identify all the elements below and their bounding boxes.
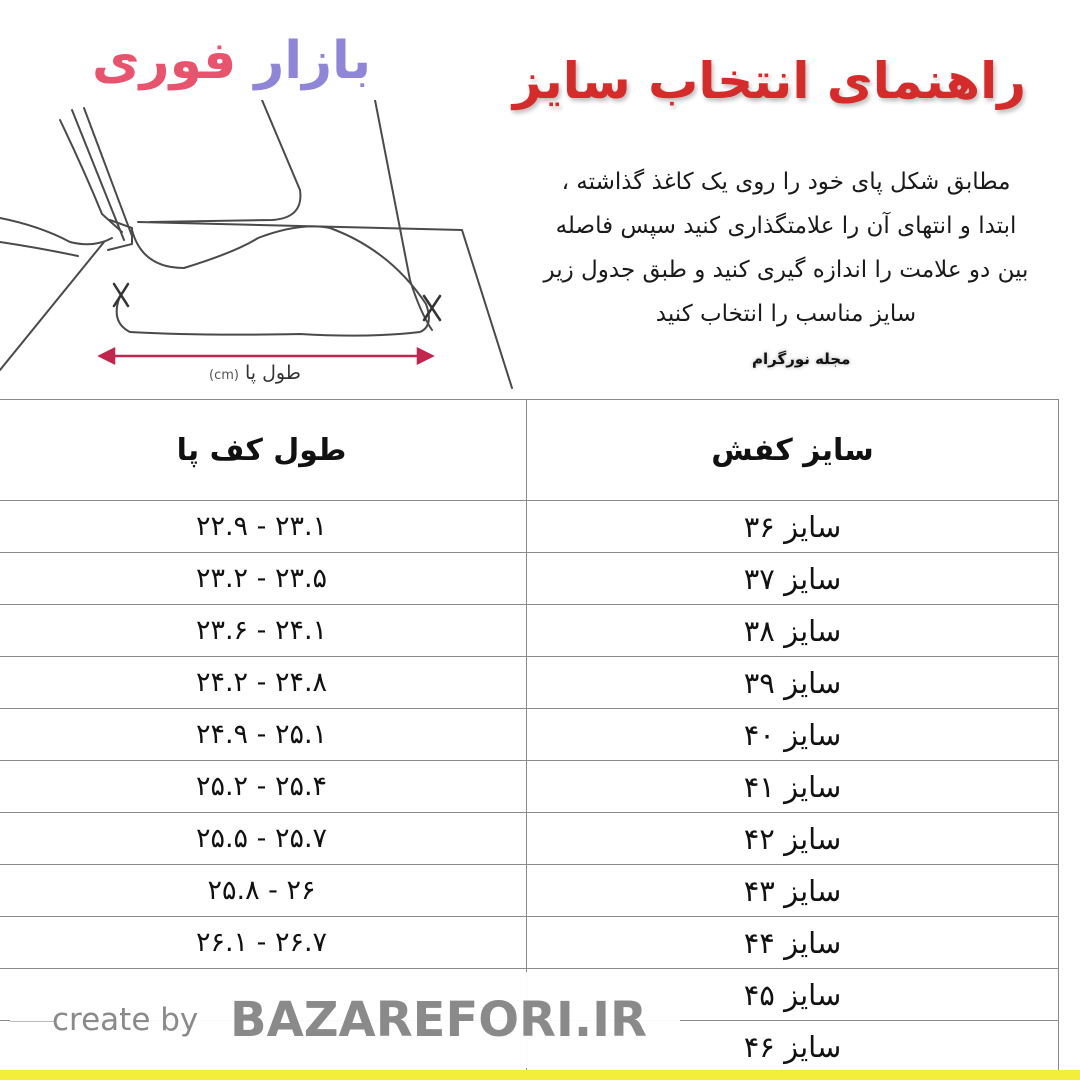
- foot-length-cell: ۲۵.۸ - ۲۶: [0, 865, 527, 917]
- table-header-row: [0, 400, 1059, 501]
- foot-length-cell: ۲۴.۲ - ۲۴.۸: [0, 657, 527, 709]
- brand-logo: [92, 26, 371, 96]
- shoe-size-cell: سایز ۴۵: [527, 969, 1059, 1021]
- bottom-color-band: [0, 1070, 1080, 1080]
- table-row: [0, 553, 1059, 605]
- shoe-size-cell: سایز ۳۶: [527, 501, 1059, 553]
- source-credit: مجله نورگرام: [752, 350, 851, 368]
- shoe-size-cell: سایز ۳۹: [527, 657, 1059, 709]
- shoe-size-cell: سایز ۴۰: [527, 709, 1059, 761]
- measure-arrow: [100, 349, 432, 363]
- foot-length-cell: ۲۳.۶ - ۲۴.۱: [0, 605, 527, 657]
- table-row: [0, 605, 1059, 657]
- header-foot-length: طول کف پا: [0, 400, 527, 501]
- table-row: [0, 501, 1059, 553]
- watermark-banner: [10, 972, 680, 1068]
- shoe-size-cell: سایز ۳۸: [527, 605, 1059, 657]
- table-row: [0, 917, 1059, 969]
- foot-length-cell: ۲۵.۵ - ۲۵.۷: [0, 813, 527, 865]
- instruction-line: سایز مناسب را انتخاب کنید: [655, 301, 917, 327]
- header-shoe-size: سایز کفش: [527, 400, 1059, 501]
- watermark-rule: [10, 1021, 54, 1022]
- foot-length-cell: ۲۶.۱ - ۲۶.۷: [0, 917, 527, 969]
- shoe-size-cell: سایز ۴۳: [527, 865, 1059, 917]
- instructions-text: [526, 160, 1046, 336]
- watermark-prefix: create by: [52, 1002, 199, 1038]
- table-row: [0, 761, 1059, 813]
- foot-length-text: طول پا: [245, 362, 301, 384]
- shoe-size-cell: سایز ۴۴: [527, 917, 1059, 969]
- foot-length-cell: ۲۲.۹ - ۲۳.۱: [0, 501, 527, 553]
- logo-word-bazar: بازار: [254, 31, 372, 91]
- foot-length-cell: ۲۳.۲ - ۲۳.۵: [0, 553, 527, 605]
- shoe-size-cell: سایز ۴۶: [527, 1021, 1059, 1073]
- foot-length-label: [205, 362, 301, 384]
- instruction-line: مطابق شکل پای خود را روی یک کاغذ گذاشته ،: [561, 169, 1011, 195]
- shoe-size-cell: سایز ۴۲: [527, 813, 1059, 865]
- table-row: [0, 709, 1059, 761]
- table-row: [0, 865, 1059, 917]
- logo-word-fori: فوری: [92, 31, 237, 91]
- table-row: [0, 657, 1059, 709]
- instruction-line: ابتدا و انتهای آن را علامتگذاری کنید سپس فاصله: [555, 213, 1017, 239]
- foot-length-unit: (cm): [209, 368, 239, 383]
- foot-length-cell: ۲۴.۹ - ۲۵.۱: [0, 709, 527, 761]
- shoe-size-cell: سایز ۴۱: [527, 761, 1059, 813]
- page-title: راهنمای انتخاب سایز: [512, 52, 1026, 110]
- foot-length-cell: ۲۵.۲ - ۲۵.۴: [0, 761, 527, 813]
- watermark-brand: BAZAREFORI.IR: [230, 992, 647, 1048]
- shoe-size-cell: سایز ۳۷: [527, 553, 1059, 605]
- table-row: [0, 813, 1059, 865]
- instruction-line: بین دو علامت را اندازه گیری کنید و طبق جدول زیر: [543, 257, 1029, 283]
- foot-measure-illustration: [0, 100, 530, 400]
